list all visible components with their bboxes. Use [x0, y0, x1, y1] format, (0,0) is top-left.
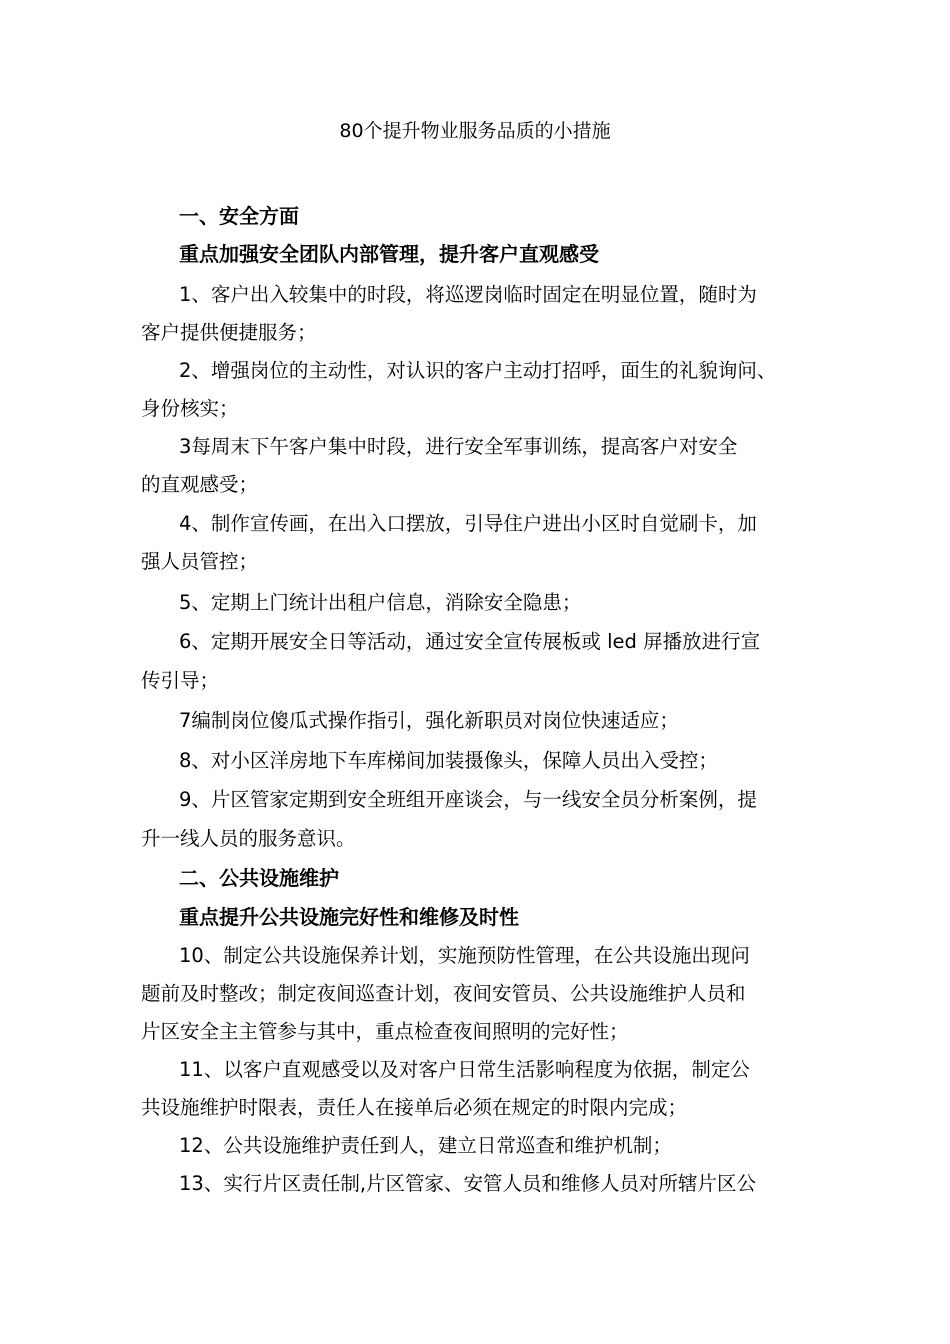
section-heading-safety: 一、安全方面	[179, 204, 299, 228]
section-heading-facilities: 二、公共设施维护	[179, 866, 339, 890]
paragraph-line: 11、以客户直观感受以及对客户日常生活影响程度为依据，制定公	[179, 1058, 750, 1081]
paragraph-line: 题前及时整改；制定夜间巡查计划，夜间安管员、公共设施维护人员和	[141, 982, 746, 1005]
paragraph-line: 强人员管控；	[141, 550, 259, 573]
paragraph-line: 2、增强岗位的主动性，对认识的客户主动打招呼，面生的礼貌询问、	[179, 359, 777, 382]
paragraph-line: 的直观感受；	[141, 473, 259, 496]
paragraph-line: 12、公共设施维护责任到人，建立日常巡查和维护机制；	[179, 1134, 672, 1157]
paragraph-line: 客户提供便捷服务；	[141, 321, 317, 344]
paragraph-line: 6、定期开展安全日等活动，通过安全宣传展板或 led 屏播放进行宣	[179, 630, 761, 653]
paragraph-line: 传引导；	[141, 669, 220, 692]
paragraph-line: 9、片区管家定期到安全班组开座谈会，与一线安全员分析案例，提	[179, 788, 757, 811]
paragraph-line: 3每周末下午客户集中时段，进行安全军事训练，提高客户对安全	[179, 435, 738, 458]
paragraph-line: 共设施维护时限表，责任人在接单后必须在规定的时限内完成；	[141, 1096, 688, 1119]
section-subheading-facilities: 重点提升公共设施完好性和维修及时性	[179, 905, 519, 929]
paragraph-line: 身份核实；	[141, 397, 239, 420]
paragraph-line: 升一线人员的服务意识。	[141, 827, 356, 850]
paragraph-line: 5、定期上门统计出租户信息，消除安全隐患；	[179, 591, 582, 614]
section-subheading-safety: 重点加强安全团队内部管理，提升客户直观感受	[179, 242, 599, 266]
paragraph-line: 7编制岗位傻瓜式操作指引，强化新职员对岗位快速适应；	[179, 709, 679, 732]
paragraph-line: 13、实行片区责任制,片区管家、安管人员和维修人员对所辖片区公	[179, 1172, 757, 1195]
paragraph-line: 10、制定公共设施保养计划，实施预防性管理，在公共设施出现问	[179, 944, 750, 967]
paragraph-line: 片区安全主主管参与其中，重点检查夜间照明的完好性；	[141, 1020, 629, 1043]
paragraph-line: 1、客户出入较集中的时段，将巡逻岗临时固定在明显位置，随时为	[179, 283, 757, 306]
paragraph-line: 8、对小区洋房地下车库梯间加装摄像头，保障人员出入受控；	[179, 749, 718, 772]
document-title: 80个提升物业服务品质的小措施	[339, 120, 611, 142]
paragraph-line: 4、制作宣传画，在出入口摆放，引导住户进出小区时自觉刷卡，加	[179, 512, 757, 535]
